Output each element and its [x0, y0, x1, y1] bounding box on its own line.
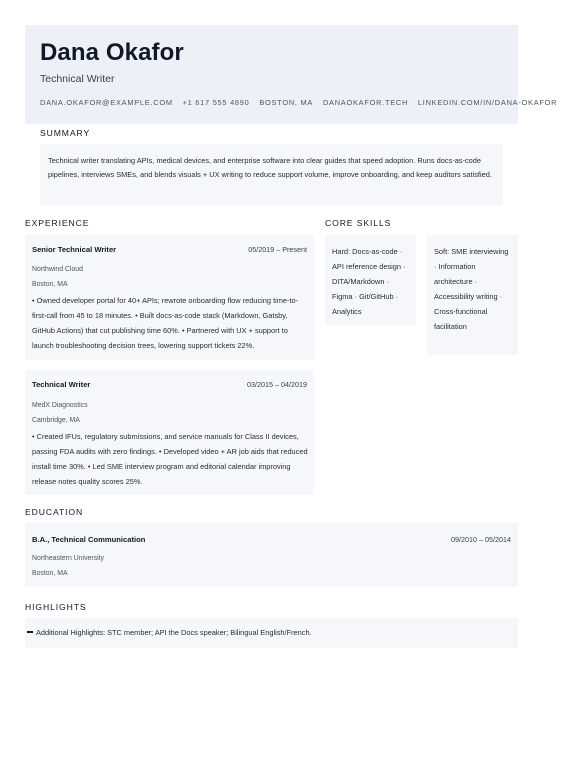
experience-heading: EXPERIENCE — [25, 218, 90, 228]
job-dates: 03/2015 – 04/2019 — [247, 380, 307, 389]
contact-linkedin[interactable]: LINKEDIN.COM/IN/DANA-OKAFOR — [417, 98, 558, 107]
experience-card — [25, 370, 314, 495]
education-heading: EDUCATION — [25, 507, 84, 517]
education-location: Boston, MA — [32, 570, 68, 577]
job-title: Technical Writer — [32, 380, 91, 389]
contact-location: BOSTON, MA — [259, 98, 314, 107]
education-card — [25, 523, 518, 587]
resume-header — [25, 25, 558, 124]
contact-email[interactable]: DANA.OKAFOR@EXAMPLE.COM — [40, 98, 173, 107]
highlights-item — [25, 618, 518, 648]
education-dates: 09/2010 – 05/2014 — [451, 535, 511, 544]
summary-text: Technical writer translating APIs, medical devices, and enterprise software into clear guides that speed adoption. Runs docs-as-code pipelines, interviews SMEs, and blends visuals + UX writing to reduce support volume, improve onboarding, and keep auditors satisfied. — [40, 144, 503, 205]
contact-line — [40, 98, 564, 107]
dash-bullet-icon — [27, 631, 33, 632]
highlights-text: Additional Highlights: STC member; API the Docs speaker; Bilingual English/French. — [36, 628, 312, 637]
education-degree: B.A., Technical Communication — [32, 535, 146, 544]
hard-skills: Hard: Docs-as-code · API reference design · DITA/Markdown · Figma · Git/GitHub · Analytics — [325, 235, 416, 325]
job-dates: 05/2019 – Present — [248, 245, 307, 254]
contact-website[interactable]: DANAOKAFOR.TECH — [322, 98, 409, 107]
experience-card — [25, 235, 314, 360]
soft-skills: Soft: SME interviewing · Information architecture · Accessibility writing · Cross-functional facilitation — [427, 235, 518, 355]
job-location: Boston, MA — [32, 281, 68, 288]
job-details: • Owned developer portal for 40+ APIs; rewrote onboarding flow reducing time-to-first-call from 45 to 18 minutes. • Built docs-as-code stack (Markdown, Gatsby, GitHub Actions) that cut publishing time 60%. • Partnered with UX + support to launch troubleshooting decision trees, lowering support tickets 22%. — [32, 296, 299, 350]
candidate-role: Technical Writer — [40, 73, 115, 85]
job-title: Senior Technical Writer — [32, 245, 117, 254]
summary-heading: SUMMARY — [40, 128, 91, 138]
job-details: • Created IFUs, regulatory submissions, and service manuals for Class II devices, passing FDA audits with zero findings. • Developed video + AR job aids that reduced install time 30%. • Led SME interview program and editorial calendar improving release notes quality scores 25%. — [32, 432, 308, 486]
highlights-heading: HIGHLIGHTS — [25, 602, 87, 612]
contact-phone[interactable]: +1 617 555 4890 — [182, 98, 250, 107]
job-location: Cambridge, MA — [32, 417, 80, 424]
education-school: Northeastern University — [32, 555, 104, 562]
candidate-name: Dana Okafor — [40, 39, 184, 66]
skills-heading: CORE SKILLS — [325, 218, 392, 228]
job-company: Northwind Cloud — [32, 266, 83, 273]
job-company: MedX Diagnostics — [32, 402, 88, 409]
